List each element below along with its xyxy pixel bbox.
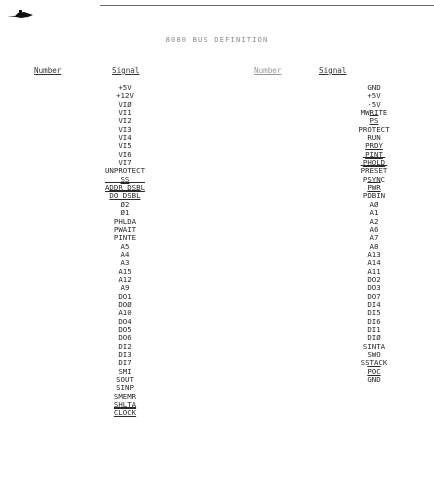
signal-name: DO5 [118,324,132,334]
signal-name: A1 [369,208,379,218]
signal-name: A6 [369,224,379,234]
signal-name: A9 [120,283,130,293]
signal-name: PS [369,116,379,126]
signal-name: DI4 [367,299,381,309]
signal-name: SSTACK [360,358,388,368]
signal-name: RUN [367,133,381,143]
signal-name: DO DSBL [109,191,141,201]
signal-name: A14 [367,258,381,268]
signal-name: GND [367,83,381,92]
signal-name: ADDR DSBL [104,183,146,193]
signal-name: PWR [367,183,381,193]
signal-name: VI3 [118,124,132,134]
signal-name: SOUT [116,375,134,385]
signal-name: PWAIT [113,224,137,234]
signal-name: DO3 [367,283,381,293]
signal-name: SS [120,174,130,184]
signal-name: SINP [116,383,134,393]
ink-blot-mark [6,10,34,20]
signal-name: VI7 [118,158,132,168]
signal-name: DIØ [367,333,381,343]
signal-name: SMI [118,366,132,376]
signal-name: UNPROTECT [104,166,146,176]
page-title: 8080 BUS DEFINITION [165,36,269,44]
signal-name: DI1 [367,324,381,334]
signal-name: PHOLD [362,158,386,168]
signal-name: A7 [369,233,379,243]
number-header-right: Number [254,66,282,75]
signal-name: VI2 [118,116,132,126]
signal-name: A11 [367,266,381,276]
signal-name: PINTE [113,233,137,243]
signal-name: AØ [369,199,379,209]
signal-name: CLOCK [113,408,137,418]
signal-name: PHLDA [113,216,137,226]
signal-name: SHLTA [113,400,137,410]
signal-name: GND [367,375,381,385]
signal-name: DO6 [118,333,132,343]
signal-name: A10 [118,308,132,318]
signal-name: A8 [369,241,379,251]
signal-name: A4 [120,249,130,259]
signal-name: SWO [367,350,381,359]
signal-name: MWRITE [360,108,388,118]
signal-name: PROTECT [358,124,390,134]
signal-name: DI6 [367,316,381,326]
signal-name: PRESET [360,166,388,176]
signal-header-right: Signal [319,66,347,75]
signal-name: PRDY [365,141,383,151]
top-rule [100,5,434,6]
signal-name: DO2 [367,274,381,284]
signal-name: POC [367,366,381,376]
signal-name: A3 [120,258,130,268]
signal-name: +5V [118,83,132,92]
signal-name: Ø2 [120,199,130,209]
signal-name: DO4 [118,316,132,326]
signal-name: DI3 [118,350,132,359]
signal-name: PSYNC [362,174,386,184]
signal-name: VI4 [118,133,132,143]
signal-name: A5 [120,241,130,251]
signal-name: DI7 [118,358,132,368]
signal-name: A2 [369,216,379,226]
signal-name: PINT [365,149,383,159]
signal-name: DI5 [367,308,381,318]
signal-header-left: Signal [112,66,140,75]
signal-name: A13 [367,249,381,259]
signal-name: VI1 [118,108,132,118]
signal-name: +12V [116,91,134,101]
signal-name: SMEMR [113,391,137,401]
signal-name: A12 [118,274,132,284]
signal-name: +5V [367,91,381,101]
number-header-left: Number [34,66,62,75]
signal-name: SINTA [362,341,386,351]
signal-name: A15 [118,266,132,276]
signal-name: -5V [367,99,381,109]
signal-name: DOØ [118,299,132,309]
signal-name: Ø1 [120,208,130,218]
signal-name: VI5 [118,141,132,151]
signal-name: DO1 [118,291,132,301]
signal-name: PDBIN [362,191,386,201]
signal-name: VIØ [118,99,132,109]
signal-name: DI2 [118,341,132,351]
signal-name: DO7 [367,291,381,301]
signal-name: VI6 [118,149,132,159]
